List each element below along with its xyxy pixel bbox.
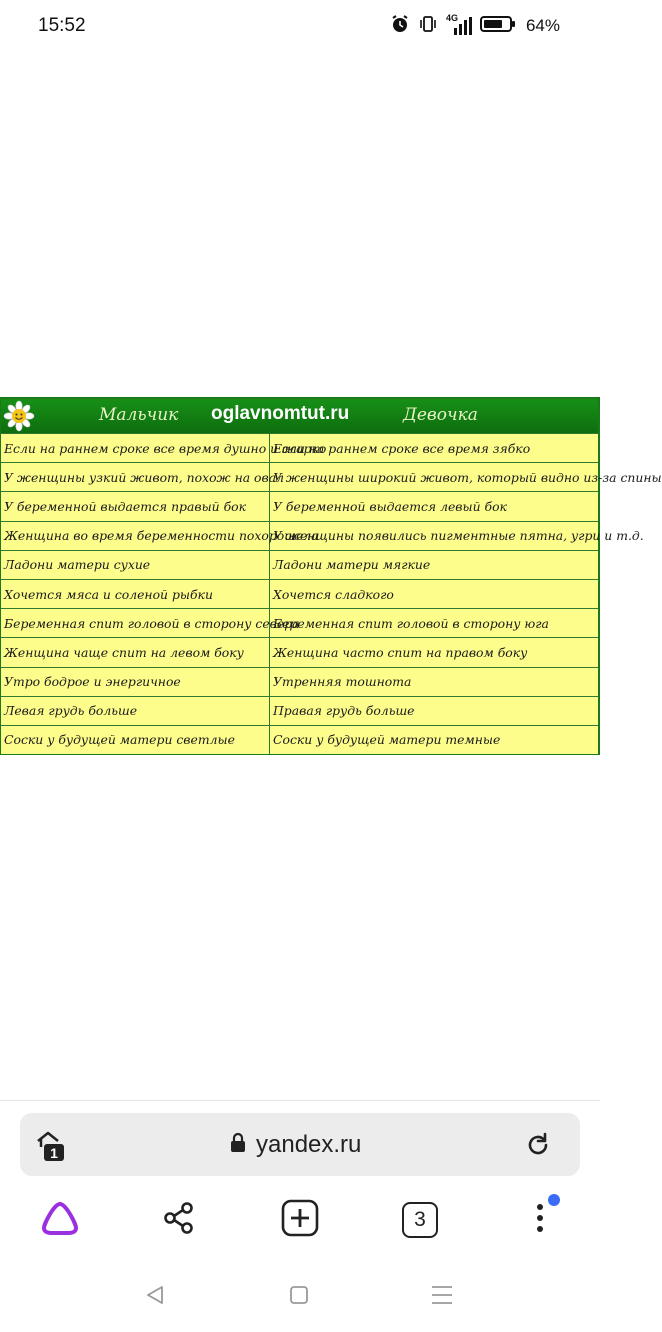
girl-sign-cell: У беременной выдается левый бок — [273, 498, 507, 514]
network-type: 4G — [445, 13, 458, 23]
back-triangle-icon — [144, 1284, 166, 1310]
table-row — [1, 491, 598, 520]
girl-sign-cell: Утренняя тошнота — [273, 674, 412, 690]
girl-sign-cell: У женщины появились пигментные пятна, угри и т.д. — [273, 528, 644, 544]
plus-square-icon — [281, 1199, 319, 1241]
table-row — [1, 637, 598, 666]
girl-sign-cell: Ладони матери мягкие — [273, 557, 431, 573]
daisy-smiley-icon — [4, 401, 34, 431]
alice-assistant-button[interactable] — [38, 1198, 82, 1242]
nav-back-button[interactable] — [140, 1282, 170, 1312]
notification-dot — [548, 1194, 560, 1206]
status-icons — [390, 14, 560, 38]
url-field[interactable] — [230, 1131, 361, 1159]
table-row — [1, 550, 598, 579]
alice-icon — [40, 1200, 80, 1240]
table-row — [1, 725, 598, 754]
table-row — [1, 579, 598, 608]
tab-stack-icon[interactable] — [34, 1127, 70, 1163]
table-row — [1, 608, 598, 637]
home-square-icon — [288, 1284, 310, 1310]
girl-sign-cell: Соски у будущей матери темные — [273, 732, 501, 748]
tabs-button[interactable] — [398, 1198, 442, 1242]
table-row — [1, 696, 598, 725]
toolbar-divider — [0, 1100, 600, 1101]
boy-sign-cell: Соски у будущей матери светлые — [1, 726, 270, 754]
new-tab-button[interactable] — [278, 1198, 322, 1242]
boy-sign-cell: Женщина чаще спит на левом боку — [1, 638, 270, 666]
boy-sign-cell: У беременной выдается правый бок — [1, 492, 270, 520]
tab-stack-badge: 1 — [50, 1145, 58, 1161]
boy-sign-cell: Утро бодрое и энергичное — [1, 668, 270, 696]
reload-icon[interactable] — [524, 1131, 552, 1159]
status-time: 15:52 — [38, 15, 86, 36]
signal-icon — [445, 13, 472, 36]
vibrate-icon — [418, 14, 438, 38]
url-text[interactable]: yandex.ru — [256, 1131, 362, 1158]
table-row — [1, 433, 598, 462]
table-rows — [1, 433, 662, 754]
table-row — [1, 667, 598, 696]
menu-button[interactable] — [518, 1198, 562, 1242]
table-row — [1, 462, 662, 491]
boy-sign-cell: Хочется мяса и соленой рыбки — [1, 580, 270, 608]
boy-sign-cell: Женщина во время беременности похорошела — [1, 522, 270, 550]
alarm-icon — [390, 14, 410, 38]
battery-percent: 64% — [525, 16, 560, 35]
lock-icon — [230, 1133, 246, 1157]
recents-menu-icon — [430, 1284, 454, 1310]
header-girl-label: Девочка — [403, 405, 478, 425]
more-vertical-icon — [534, 1201, 546, 1239]
girl-sign-cell: Если на раннем сроке все время зябко — [273, 440, 531, 456]
boy-sign-cell: Левая грудь больше — [1, 697, 270, 725]
share-icon — [162, 1201, 196, 1239]
share-button[interactable] — [157, 1198, 201, 1242]
boy-sign-cell: Беременная спит головой в сторону севера — [1, 609, 270, 637]
address-bar[interactable] — [20, 1113, 580, 1176]
table-row — [1, 521, 644, 550]
girl-sign-cell: У женщины широкий живот, который видно из-за спины — [273, 469, 662, 485]
nav-home-button[interactable] — [284, 1282, 314, 1312]
boy-sign-cell: Если на раннем сроке все время душно и жарко — [1, 434, 270, 462]
signs-table-image — [0, 397, 662, 755]
header-boy-label: Мальчик — [99, 405, 179, 425]
nav-recents-button[interactable] — [427, 1282, 457, 1312]
status-bar — [0, 0, 600, 56]
table-header — [1, 399, 598, 433]
girl-sign-cell: Хочется сладкого — [273, 586, 394, 602]
boy-sign-cell: У женщины узкий живот, похож на овал — [1, 463, 270, 491]
girl-sign-cell: Правая грудь больше — [273, 703, 415, 719]
girl-sign-cell: Беременная спит головой в сторону юга — [273, 615, 549, 631]
boy-sign-cell: Ладони матери сухие — [1, 551, 270, 579]
battery-icon — [480, 14, 516, 38]
header-site-name: oglavnomtut.ru — [211, 403, 350, 424]
girl-sign-cell: Женщина часто спит на правом боку — [273, 644, 528, 660]
open-tabs-count: 3 — [402, 1202, 438, 1238]
